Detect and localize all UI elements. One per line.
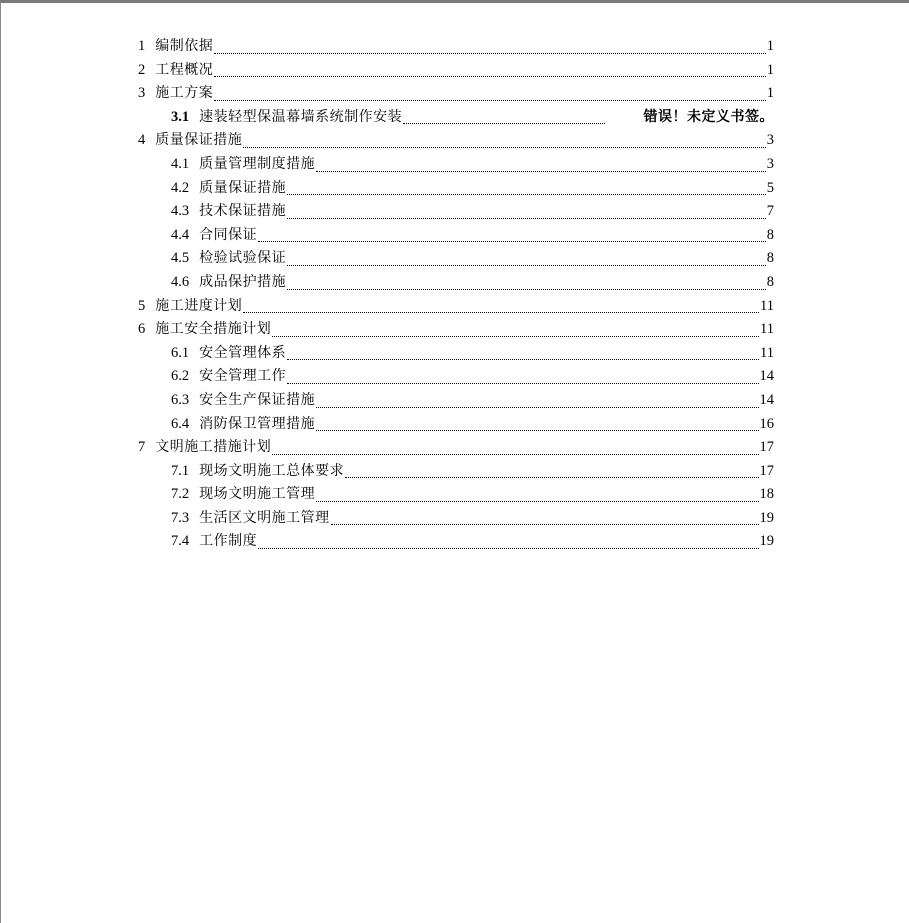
toc-dot-leader (258, 548, 758, 549)
toc-dot-leader (243, 312, 759, 313)
toc-entry-title: 安全生产保证措施 (199, 391, 316, 408)
toc-page-number: 7 (766, 203, 774, 220)
toc-page-number: 1 (766, 61, 774, 78)
toc-page-number: 8 (766, 250, 774, 267)
toc-dot-leader (243, 147, 766, 148)
toc-page-number: 14 (759, 368, 774, 385)
toc-dot-leader (316, 171, 766, 172)
toc-page-number: 11 (760, 297, 774, 314)
toc-entry-title: 安全管理工作 (199, 368, 287, 385)
toc-entry-number: 6.2 (171, 368, 190, 385)
toc-entry-number: 4.1 (171, 155, 190, 172)
toc-dot-leader (258, 241, 766, 242)
toc-entry-title: 检验试验保证 (199, 250, 287, 267)
toc-entry-number: 1 (138, 38, 146, 54)
toc-entry[interactable] (138, 342, 774, 366)
toc-entry-title: 施工进度计划 (155, 297, 243, 314)
toc-entry[interactable] (138, 483, 774, 507)
toc-entry[interactable] (138, 365, 774, 389)
toc-entry-number: 4.6 (171, 273, 190, 290)
toc-page-number: 1 (766, 38, 774, 54)
toc-entry-title: 质量保证措施 (199, 179, 287, 196)
toc-entry-number: 4.2 (171, 179, 190, 196)
toc-entry-number: 3 (138, 85, 146, 102)
toc-page-number: 16 (759, 415, 774, 432)
toc-entry[interactable] (138, 507, 774, 531)
toc-page-number: 1 (766, 85, 774, 102)
toc-entry-number: 2 (138, 61, 146, 78)
toc-page-number: 14 (759, 391, 774, 408)
toc-entry[interactable] (138, 153, 774, 177)
toc-entry[interactable] (138, 82, 774, 106)
toc-page-number: 19 (759, 533, 774, 550)
toc-entry-number: 6.1 (171, 344, 190, 361)
toc-dot-leader (287, 218, 766, 219)
toc-entry-title: 安全管理体系 (199, 344, 287, 361)
toc-entry-number: 7.2 (171, 486, 190, 503)
toc-dot-leader (403, 123, 605, 124)
toc-page-number: 3 (766, 132, 774, 149)
toc-page-number: 8 (766, 273, 774, 290)
toc-entry-number: 7.1 (171, 462, 190, 479)
toc-entry-number: 4.3 (171, 203, 190, 220)
toc-entry[interactable] (138, 413, 774, 437)
toc-page-number: 18 (759, 486, 774, 503)
toc-page-number: 11 (760, 344, 774, 361)
toc-entry[interactable] (138, 271, 774, 295)
toc-dot-leader (272, 336, 759, 337)
toc-entry[interactable] (138, 129, 774, 153)
toc-entry-title: 文明施工措施计划 (155, 439, 272, 456)
toc-entry-number: 7.4 (171, 533, 190, 550)
toc-entry-title: 速装轻型保温幕墙系统制作安装 (199, 108, 403, 125)
toc-dot-leader (316, 407, 758, 408)
toc-entry[interactable] (138, 247, 774, 271)
toc-entry[interactable] (138, 177, 774, 201)
toc-entry[interactable] (138, 295, 774, 319)
toc-entry[interactable] (138, 530, 774, 554)
toc-page-number: 19 (759, 509, 774, 526)
toc-dot-leader (287, 194, 766, 195)
toc-dot-leader (331, 524, 759, 525)
toc-page-number: 17 (759, 462, 774, 479)
toc-entry-number: 6.4 (171, 415, 190, 432)
toc-dot-leader (345, 477, 758, 478)
toc-entry[interactable] (138, 200, 774, 224)
toc-entry-title: 技术保证措施 (199, 203, 287, 220)
toc-entry[interactable] (138, 460, 774, 484)
toc-entry-number: 7.3 (171, 509, 190, 526)
toc-entry-number: 4.5 (171, 250, 190, 267)
toc-dot-leader (214, 100, 766, 101)
toc-dot-leader (316, 430, 758, 431)
toc-entry-number: 4.4 (171, 226, 190, 243)
toc-entry-title: 施工方案 (155, 85, 214, 102)
toc-entry-title: 现场文明施工管理 (199, 486, 316, 503)
toc-entry-title: 生活区文明施工管理 (199, 509, 330, 526)
toc-entry-title: 质量保证措施 (155, 132, 243, 149)
toc-entry-number: 4 (138, 132, 146, 149)
toc-dot-leader (272, 454, 758, 455)
toc-entry-title: 消防保卫管理措施 (199, 415, 316, 432)
toc-page-number: 17 (759, 439, 774, 456)
toc-dot-leader (214, 76, 766, 77)
toc-entry-number: 7 (138, 439, 146, 456)
toc-dot-leader (287, 383, 758, 384)
toc-entry-title: 现场文明施工总体要求 (199, 462, 345, 479)
toc-entry[interactable] (138, 318, 774, 342)
toc-entry[interactable] (138, 35, 774, 59)
toc-dot-leader (316, 501, 758, 502)
toc-dot-leader (287, 265, 766, 266)
toc-entry[interactable] (138, 106, 774, 130)
toc-dot-leader (287, 289, 766, 290)
toc-entry-number: 5 (138, 297, 146, 314)
toc-entry-title: 工程概况 (155, 61, 214, 78)
toc-entry-title: 工作制度 (199, 533, 258, 550)
toc-entry-title: 施工安全措施计划 (155, 321, 272, 338)
toc-entry[interactable] (138, 59, 774, 83)
toc-entry[interactable] (138, 436, 774, 460)
toc-error-message: 错误！未定义书签。 (643, 108, 774, 125)
toc-entry-number: 6.3 (171, 391, 190, 408)
toc-page-number: 8 (766, 226, 774, 243)
toc-entry-number: 3.1 (171, 108, 190, 125)
toc-entry-title: 成品保护措施 (199, 273, 287, 290)
toc-entry-number: 6 (138, 321, 146, 338)
toc-entry-title: 质量管理制度措施 (199, 155, 316, 172)
toc-dot-leader (287, 359, 759, 360)
toc-entry[interactable] (138, 224, 774, 248)
toc-page-number: 3 (766, 155, 774, 172)
toc-page-number: 5 (766, 179, 774, 196)
toc-dot-leader (214, 53, 766, 54)
toc-entry-title: 编制依据 (155, 38, 214, 54)
toc-entry-title: 合同保证 (199, 226, 258, 243)
toc-page-number: 11 (760, 321, 774, 338)
table-of-contents (138, 35, 774, 554)
toc-entry[interactable] (138, 389, 774, 413)
